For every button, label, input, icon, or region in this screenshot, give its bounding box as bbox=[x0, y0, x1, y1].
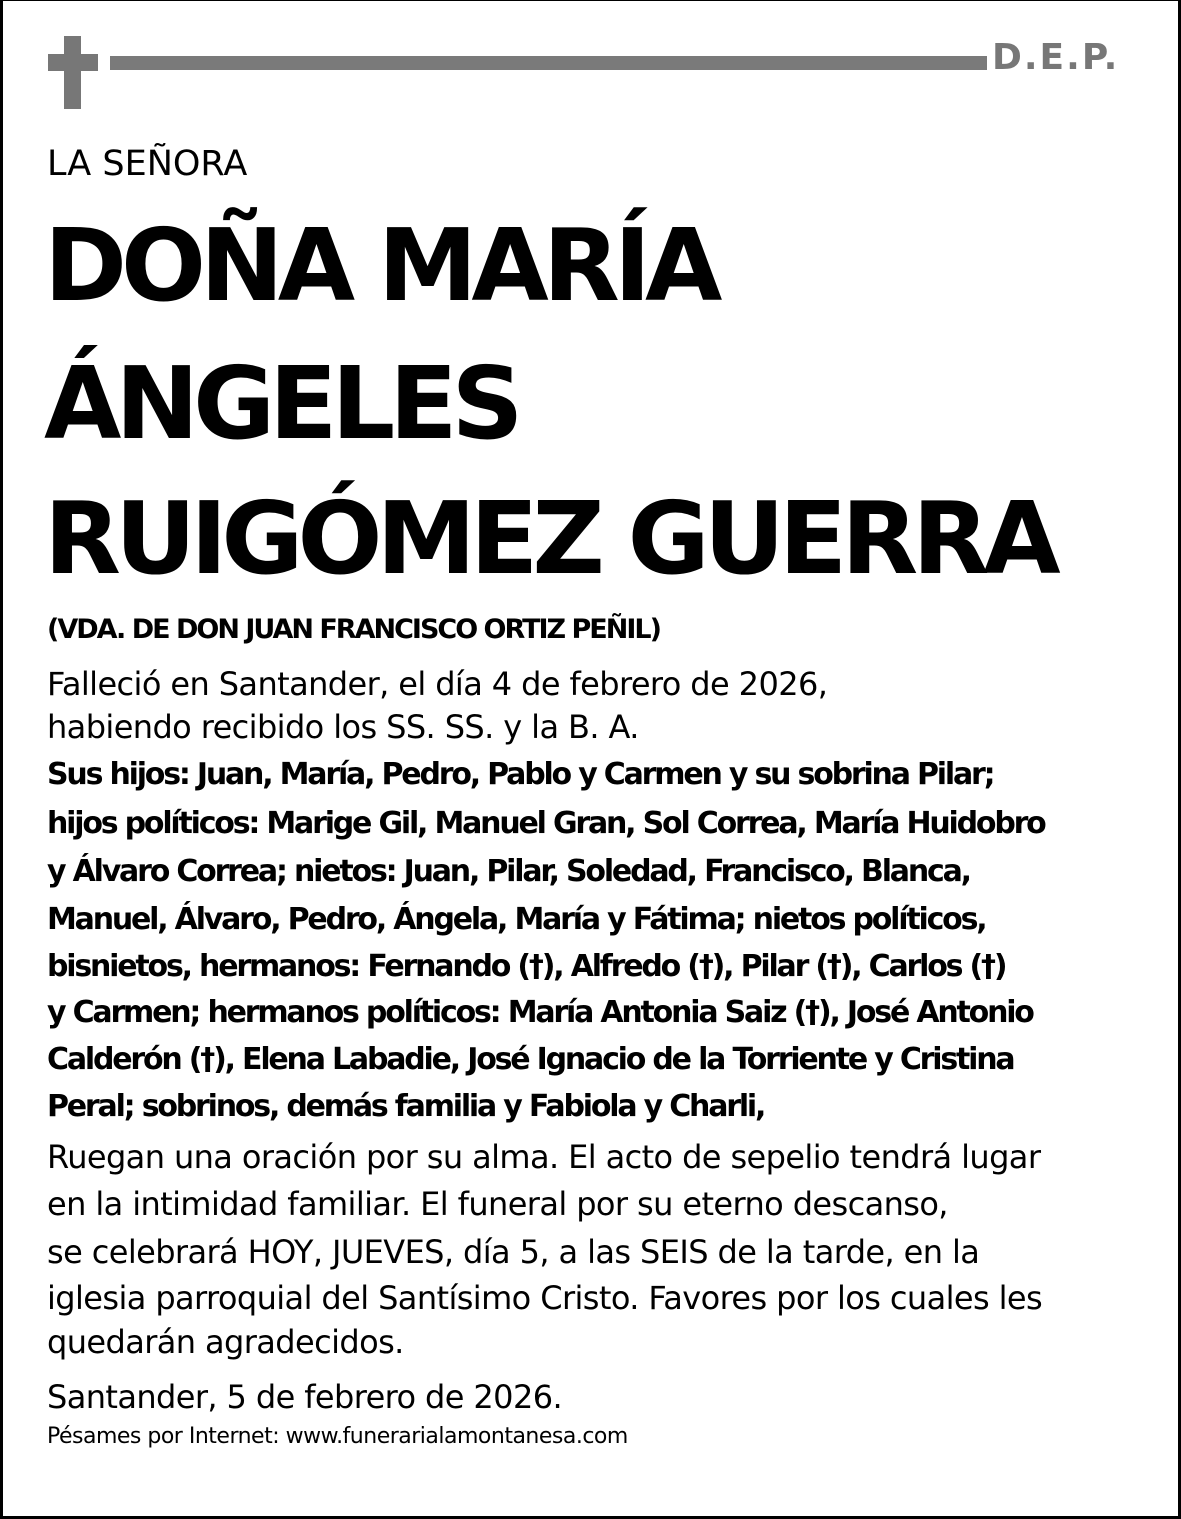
family-line: Manuel, Álvaro, Pedro, Ángela, María y Fátima; nietos políticos, bbox=[47, 902, 986, 937]
death-line: habiendo recibido los SS. SS. y la B. A. bbox=[47, 708, 639, 746]
widow-of-line: (VDA. DE DON JUAN FRANCISCO ORTIZ PEÑIL) bbox=[47, 614, 660, 645]
header-rule bbox=[110, 56, 987, 70]
condolences-link[interactable]: Pésames por Internet: www.funerarialamontanesa.com bbox=[47, 1424, 628, 1449]
family-line: Peral; sobrinos, demás familia y Fabiola y Charli, bbox=[47, 1089, 765, 1124]
family-line: Calderón (†), Elena Labadie, José Ignacio de la Torriente y Cristina bbox=[47, 1042, 1014, 1077]
cross-icon-arm bbox=[48, 54, 98, 71]
family-line: y Carmen; hermanos políticos: María Antonia Saiz (†), José Antonio bbox=[47, 995, 1033, 1030]
family-line: hijos políticos: Marige Gil, Manuel Gran, Sol Correa, María Huidobro bbox=[47, 806, 1045, 841]
request-line: en la intimidad familiar. El funeral por su eterno descanso, bbox=[47, 1185, 948, 1223]
request-line: quedarán agradecidos. bbox=[47, 1323, 404, 1361]
deceased-name-line-3: RUIGÓMEZ GUERRA bbox=[44, 480, 1055, 597]
deceased-name-line-1: DOÑA MARÍA bbox=[44, 207, 717, 324]
death-line: Falleció en Santander, el día 4 de febrero de 2026, bbox=[47, 665, 828, 703]
place-date: Santander, 5 de febrero de 2026. bbox=[47, 1378, 563, 1416]
request-line: Ruegan una oración por su alma. El acto de sepelio tendrá lugar bbox=[47, 1138, 1041, 1176]
title-prefix: LA SEÑORA bbox=[47, 144, 248, 184]
cross-icon bbox=[64, 36, 81, 109]
deceased-name-line-2: ÁNGELES bbox=[44, 345, 518, 462]
request-line: se celebrará HOY, JUEVES, día 5, a las SEIS de la tarde, en la bbox=[47, 1233, 980, 1271]
request-line: iglesia parroquial del Santísimo Cristo. Favores por los cuales les bbox=[47, 1279, 1043, 1317]
family-line: bisnietos, hermanos: Fernando (†), Alfredo (†), Pilar (†), Carlos (†) bbox=[47, 949, 1006, 984]
family-line: y Álvaro Correa; nietos: Juan, Pilar, Soledad, Francisco, Blanca, bbox=[47, 854, 970, 889]
dep-label: D.E.P. bbox=[992, 37, 1120, 78]
family-line: Sus hijos: Juan, María, Pedro, Pablo y Carmen y su sobrina Pilar; bbox=[47, 757, 994, 792]
